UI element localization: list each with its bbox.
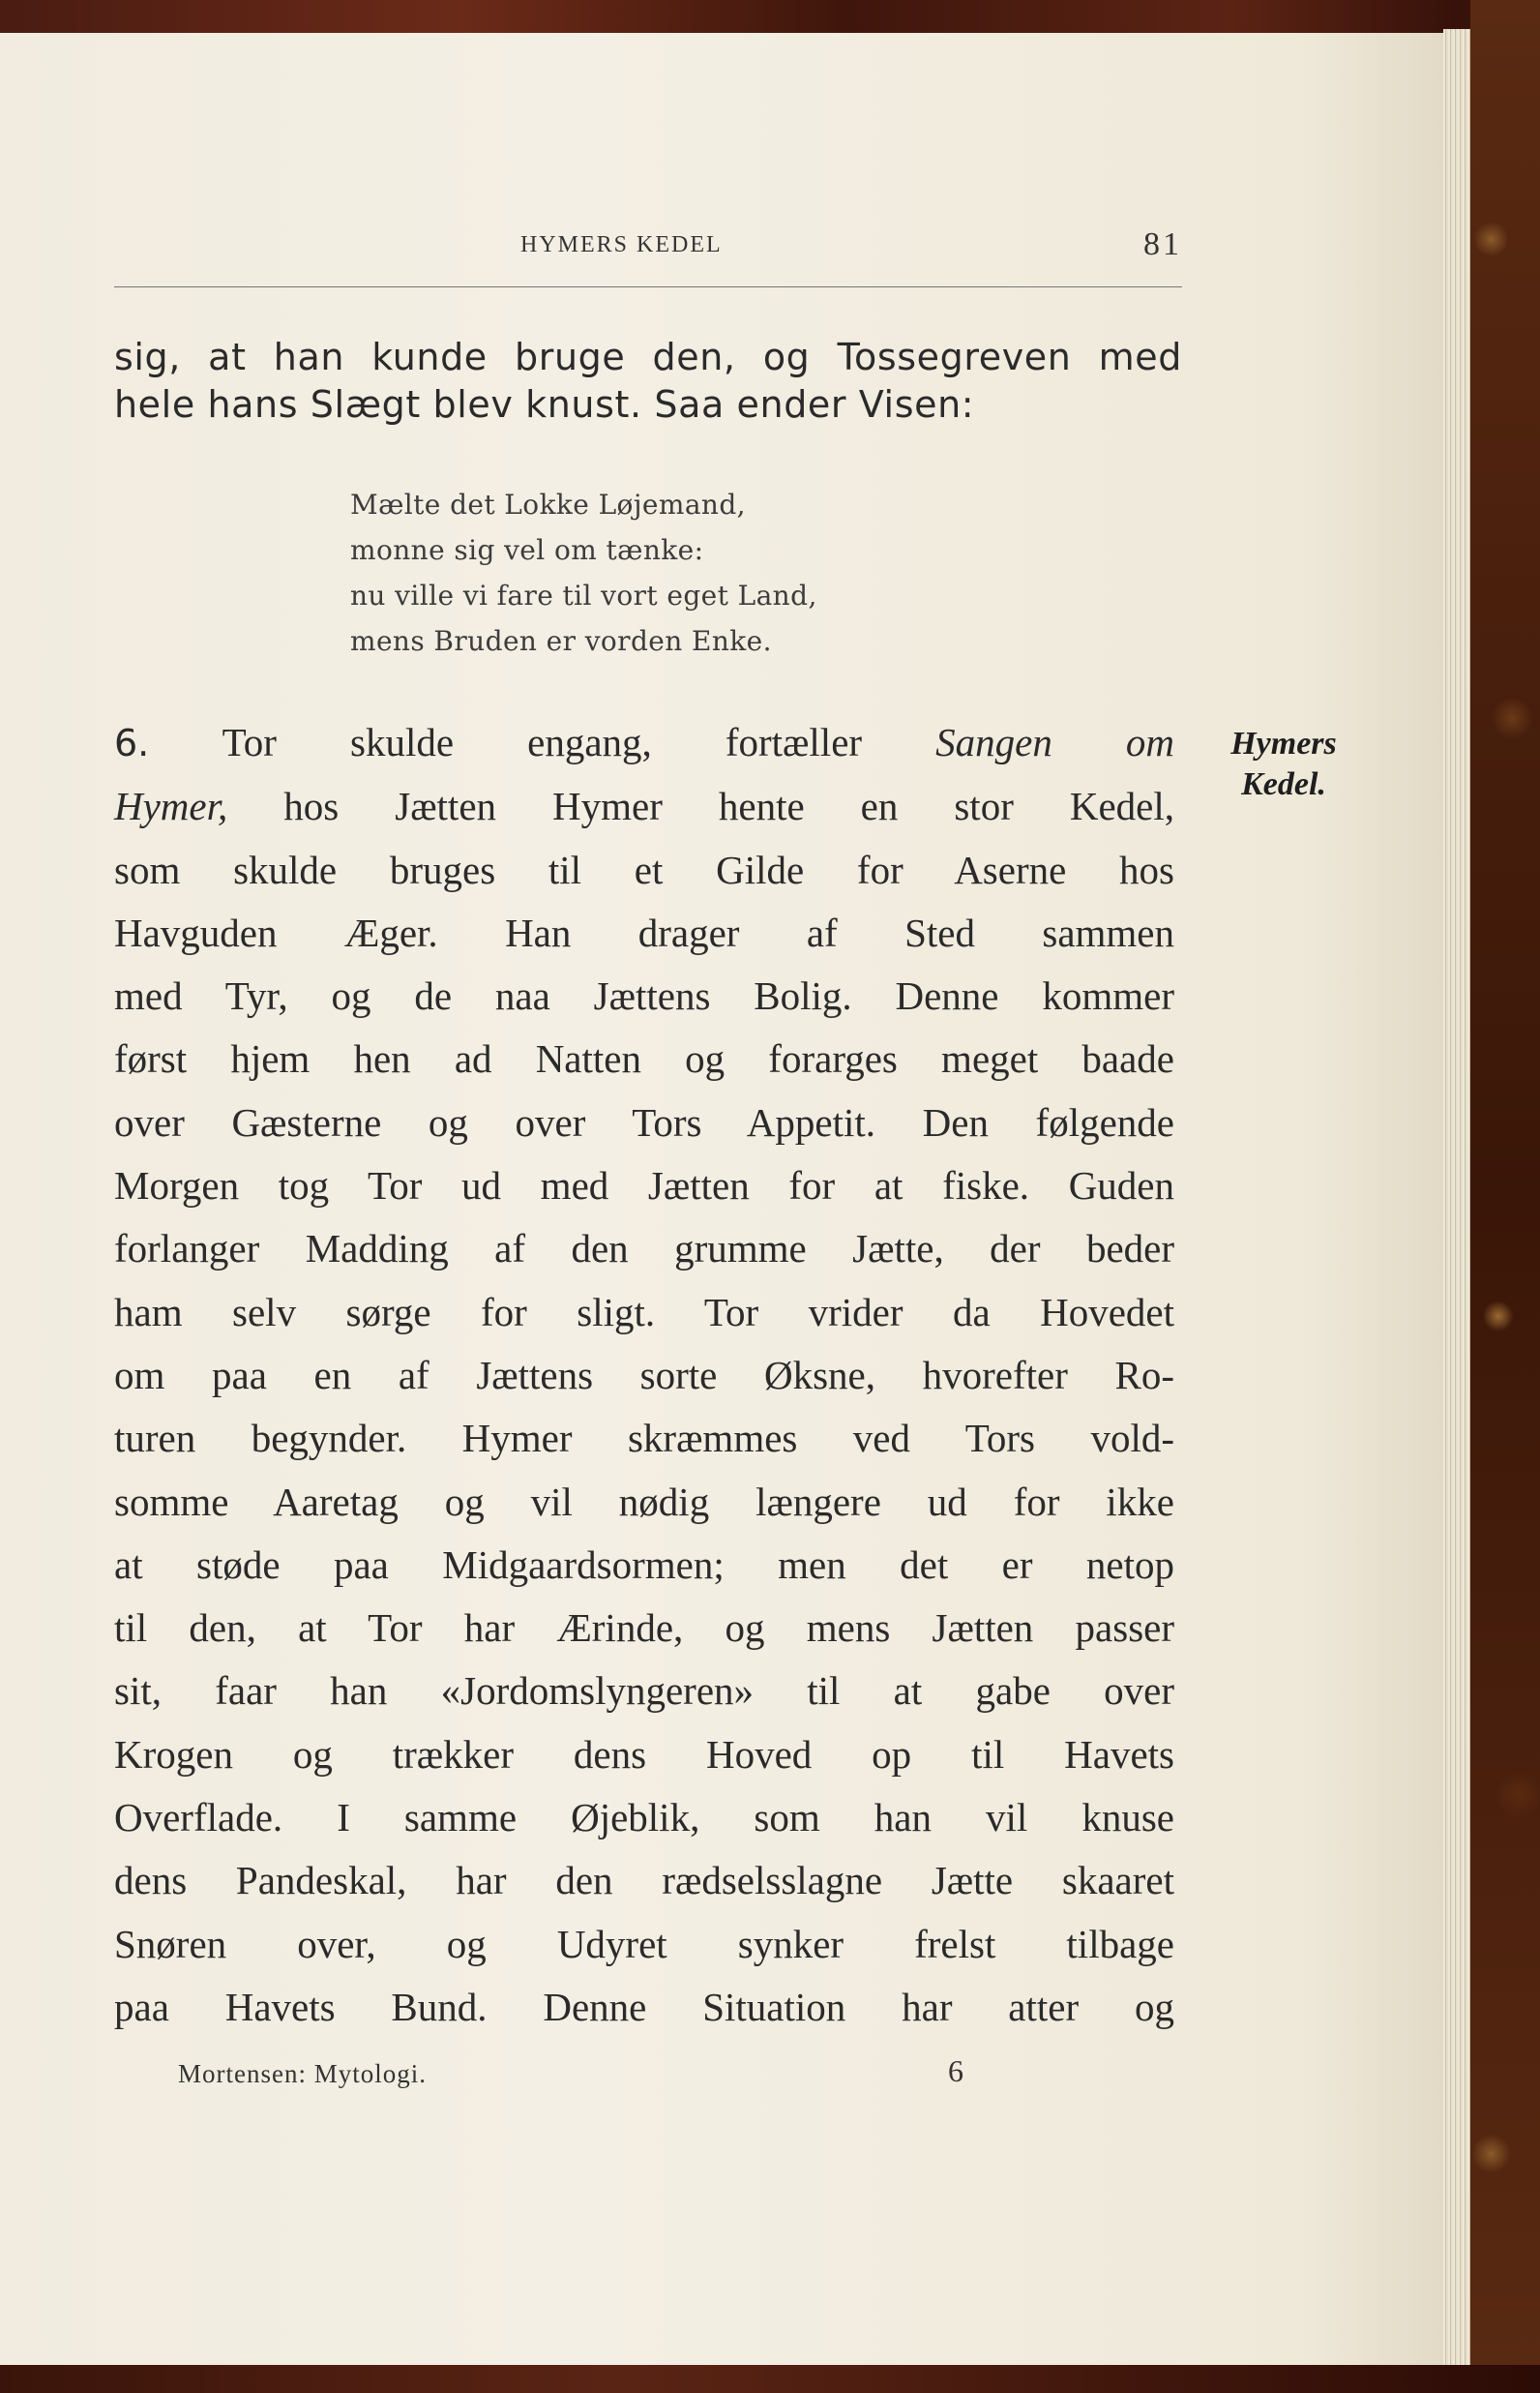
section-paragraph [114,711,1174,2039]
margin-note-line: Kedel. [1241,766,1326,802]
text-line: Overflade. I samme Øjeblik, som han vil knuse [114,1795,1174,1840]
verse-line: Mælte det Lokke Løjemand, [350,489,746,521]
text-line: somme Aaretag og vil nødig længere ud for ikke [114,1479,1174,1524]
italic-title: Sangen om [935,720,1175,764]
text-line: Snøren over, og Udyret synker frelst tilbage [114,1921,1174,1966]
verse-line: nu ville vi fare til vort eget Land, [350,580,817,612]
text-line: Morgen tog Tor ud med Jætten for at fiske. Guden [114,1163,1174,1209]
text-line: sig, at han kunde bruge den, og Tossegreven med [114,336,1182,378]
text-line: med Tyr, og de naa Jættens Bolig. Denne kommer [114,973,1174,1019]
text-line: først hjem hen ad Natten og forarges meget baade [114,1036,1174,1082]
intro-paragraph [114,334,1182,429]
running-title: HYMERS KEDEL [520,232,723,257]
text-run: hos Jætten Hymer hente en stor Kedel, [283,784,1174,829]
text-line [114,775,1174,838]
margin-note-line: Hymers [1230,726,1337,762]
section-number: 6. [114,722,150,764]
running-head [114,228,1182,287]
printer-signature: Mortensen: Mytologi. [178,2059,427,2088]
page-number: 81 [1143,226,1182,262]
signature-mark: 6 [948,2053,963,2088]
verse-quote [350,482,817,664]
text-line: til den, at Tor har Ærinde, og mens Jætten passer [114,1605,1174,1651]
text-line [114,711,1174,775]
text-line: om paa en af Jættens sorte Øksne, hvorefter Ro- [114,1352,1174,1397]
text-line: Havguden Æger. Han drager af Sted sammen [114,910,1174,955]
text-line: Krogen og trækker dens Hoved op til Havets [114,1731,1174,1777]
italic-title: Hymer, [114,784,228,829]
text-line: over Gæsterne og over Tors Appetit. Den følgende [114,1099,1174,1145]
text-line: ham selv sørge for sligt. Tor vrider da Hovedet [114,1289,1174,1334]
text-line: som skulde bruges til et Gilde for Aserne hos [114,847,1174,892]
text-line: dens Pandeskal, har den rædselsslagne Jætte skaaret [114,1858,1174,1903]
verse-line: mens Bruden er vorden Enke. [350,625,772,657]
margin-note [1192,724,1376,805]
text-line: forlanger Madding af den grumme Jætte, der beder [114,1226,1174,1271]
text-line: paa Havets Bund. Denne Situation har atter og [114,1984,1174,2029]
verse-line: monne sig vel om tænke: [350,534,704,566]
book-top-edge [0,0,1540,33]
text-line: at støde paa Midgaardsormen; men det er netop [114,1541,1174,1587]
text-line: turen begynder. Hymer skræmmes ved Tors vold- [114,1416,1174,1461]
text-line: sit, faar han «Jordomslyngeren» til at gabe over [114,1668,1174,1714]
text-line: hele hans Slægt blev knust. Saa ender Visen: [114,383,975,426]
book-bottom-edge [0,2365,1540,2393]
marbled-cover [1470,0,1540,2393]
text-run: Tor skulde engang, fortæller [222,720,863,764]
